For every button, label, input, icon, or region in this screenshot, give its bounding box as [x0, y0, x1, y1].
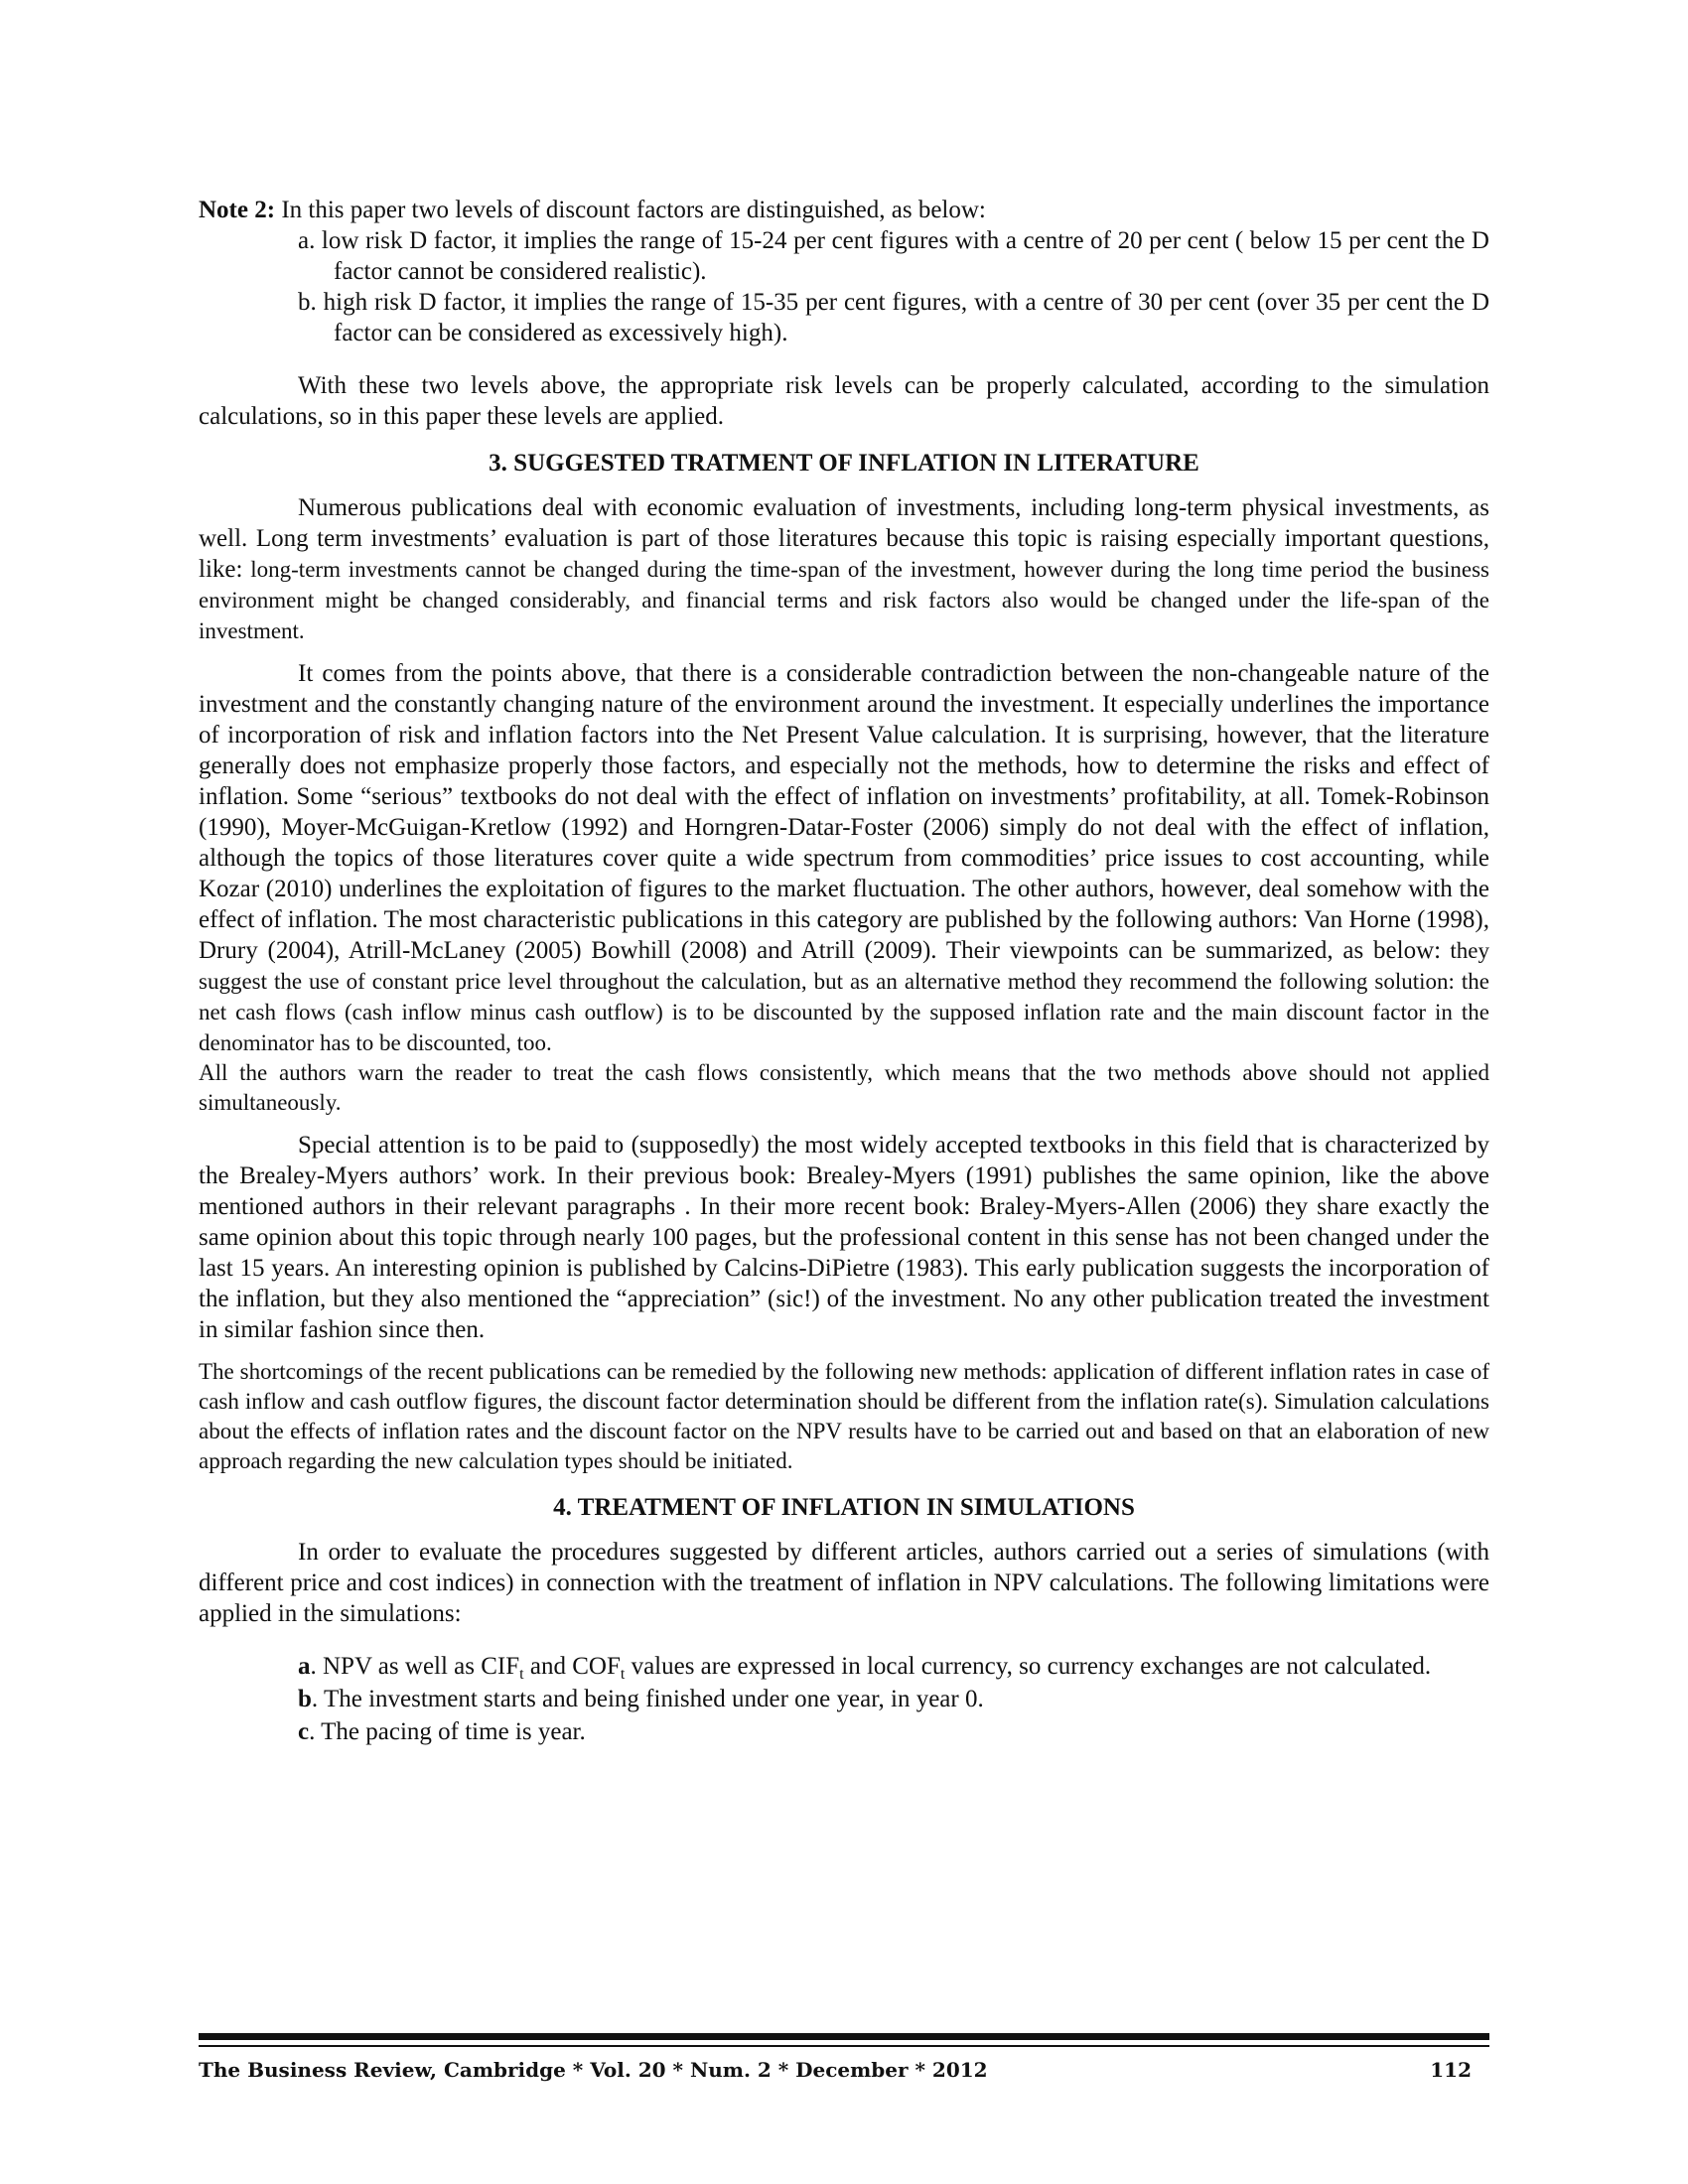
section-3-paragraph-5: The shortcomings of the recent publications can be remedied by the following new methods: application of different inflation rates in case of cash inflow and cash outflow figures, the discount factor determination should be different from the inflation rate(s). Simulation calculations about the effects of inflation rates and the discount factor on the NPV results have to be carried out and based on that an elaboration of new approach regarding the new calculation types should be initiated. [199, 1359, 1489, 1473]
section-3-heading: 3. SUGGESTED TRATMENT OF INFLATION IN LITERATURE [489, 450, 1199, 477]
limitation-b: b. The investment starts and being finished under one year, in year 0. [298, 1686, 984, 1712]
section-3-p1-rest: long-term investments cannot be changed during the time-span of the investment, however during the long time period the business environment might be changed considerably, and financial terms and risk factors also would be changed under the life-span of the investment. [199, 557, 1489, 643]
section-3-paragraph-2 [199, 658, 1489, 1058]
footer-journal: The Business Review, Cambridge * Vol. 20 * Num. 2 * December * 2012 [199, 2058, 988, 2082]
footer-rule-thick [199, 2033, 1489, 2040]
section-3-p1-lead: Numerous publications deal with economic evaluation of investments, including long-term physical investments, as well. Long term investments’ evaluation is part of those literatures because this topic is raising especially important questions, like: [199, 494, 1489, 583]
section-3-paragraph-1 [199, 492, 1489, 646]
limitation-c: c. The pacing of time is year. [298, 1718, 586, 1745]
section-4-heading: 4. TREATMENT OF INFLATION IN SIMULATIONS [553, 1494, 1135, 1521]
footer-rule-thin [199, 2045, 1489, 2047]
note-label: Note 2: [199, 197, 276, 223]
note-item-b: b. high risk D factor, it implies the range of 15-35 per cent figures, with a centre of 30 per cent (over 35 per cent the D factor can be considered as excessively high). [298, 289, 1489, 346]
note-intro: In this paper two levels of discount factors are distinguished, as below: [275, 197, 986, 223]
note-item-a: a. low risk D factor, it implies the range of 15-24 per cent figures with a centre of 20 per cent ( below 15 per cent the D factor cannot be considered realistic). [298, 227, 1489, 285]
section-3-paragraph-4: Special attention is to be paid to (supposedly) the most widely accepted textbooks in this field that is characterized by the Brealey-Myers authors’ work. In their previous book: Brealey-Myers (1991) publishes the same opinion, like the above mentioned authors in their relevant paragraphs . In their more recent book: Braley-Myers-Allen (2006) they share exactly the same opinion about this topic through nearly 100 pages, but the professional content in this sense has not been changed under the last 15 years. An interesting opinion is published by Calcins-DiPietre (1983). This early publication suggests the incorporation of the inflation, but they also mentioned the “appreciation” (sic!) of the investment. No any other publication treated the investment in similar fashion since then. [199, 1132, 1489, 1343]
section-3-paragraph-3: All the authors warn the reader to treat the cash flows consistently, which means that the two methods above should not applied simultaneously. [199, 1060, 1489, 1115]
note-paragraph [199, 195, 1489, 225]
footer-page-number: 112 [1430, 2058, 1472, 2082]
section-3-p2-lead: It comes from the points above, that there is a considerable contradiction between the non-changeable nature of the investment and the constantly changing nature of the environment around the investment. It especially underlines the importance of incorporation of risk and inflation factors into the Net Present Value calculation. It is surprising, however, that the literature generally does not emphasize properly those factors, and especially not the methods, how to determine the risks and effect of inflation. Some “serious” textbooks do not deal with the effect of inflation on investments’ profitability, at all. Tomek-Robinson (1990), Moyer-McGuigan-Kretlow (1992) and Horngren-Datar-Foster (2006) simply do not deal with the effect of inflation, although the topics of those literatures cover quite a wide spectrum from commodities’ price issues to cost accounting, while Kozar (2010) underlines the exploitation of figures to the market fluctuation. The other authors, however, deal somehow with the effect of inflation. The most characteristic publications in this category are published by the following authors: Van Horne (1998), Drury (2004), Atrill-McLaney (2005) Bowhill (2008) and Atrill (2009). Their viewpoints can be summarized, as below: [199, 660, 1489, 964]
section-3-p2-rest: they suggest the use of constant price level throughout the calculation, but as an alternative method they recommend the following solution: the net cash flows (cash inflow minus cash outflow) is to be discounted by the supposed inflation rate and the main discount factor in the denominator has to be discounted, too. [199, 938, 1489, 1055]
limitations-list [298, 1651, 1489, 1747]
page-body [199, 195, 1489, 1749]
limitation-a: a. NPV as well as $CIF_t$ and $COF_t$ values are expressed in local currency, so currency exchanges are not calculated. [298, 1653, 1432, 1683]
section-4-paragraph-1: In order to evaluate the procedures suggested by different articles, authors carried out a series of simulations (with different price and cost indices) in connection with the treatment of inflation in NPV calculations. The following limitations were applied in the simulations: [199, 1539, 1489, 1627]
note-list [298, 225, 1489, 348]
note-followup: With these two levels above, the appropriate risk levels can be properly calculated, according to the simulation calculations, so in this paper these levels are applied. [199, 372, 1489, 430]
